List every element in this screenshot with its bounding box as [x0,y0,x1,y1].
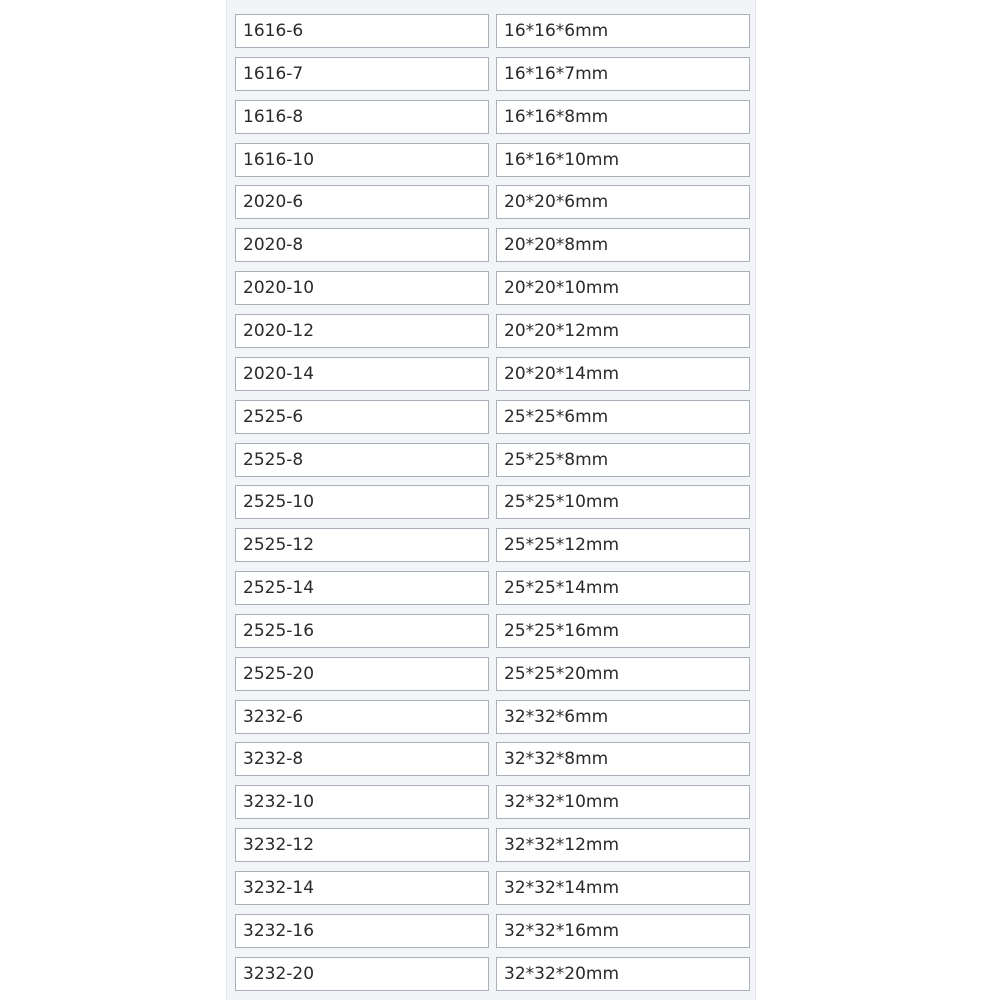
table-row [227,528,757,564]
dimension-cell: 20*20*14mm [496,357,750,391]
table-row [227,828,757,864]
table-row [227,400,757,436]
model-code-cell: 1616-10 [235,143,489,177]
table-row [227,742,757,778]
table-row [227,443,757,479]
table-row [227,228,757,264]
model-code-cell: 2525-12 [235,528,489,562]
table-row [227,700,757,736]
dimension-cell: 20*20*8mm [496,228,750,262]
dimension-cell: 16*16*6mm [496,14,750,48]
dimension-cell: 32*32*12mm [496,828,750,862]
dimension-cell: 32*32*10mm [496,785,750,819]
dimension-cell: 32*32*14mm [496,871,750,905]
model-code-cell: 2525-20 [235,657,489,691]
dimension-cell: 32*32*8mm [496,742,750,776]
dimension-cell: 25*25*12mm [496,528,750,562]
dimension-cell: 16*16*8mm [496,100,750,134]
model-code-cell: 3232-14 [235,871,489,905]
dimension-cell: 20*20*6mm [496,185,750,219]
dimension-cell: 25*25*16mm [496,614,750,648]
model-code-cell: 3232-16 [235,914,489,948]
table-row [227,657,757,693]
model-code-cell: 1616-6 [235,14,489,48]
table-row [227,357,757,393]
model-code-cell: 3232-10 [235,785,489,819]
dimension-cell: 25*25*6mm [496,400,750,434]
table-row [227,957,757,993]
dimension-cell: 25*25*20mm [496,657,750,691]
table-row [227,571,757,607]
dimension-cell: 32*32*6mm [496,700,750,734]
table-row [227,871,757,907]
table-row [227,314,757,350]
dimension-cell: 20*20*12mm [496,314,750,348]
table-row [227,914,757,950]
model-code-cell: 1616-8 [235,100,489,134]
dimension-cell: 20*20*10mm [496,271,750,305]
table-row [227,143,757,179]
table-row [227,271,757,307]
model-code-cell: 2020-10 [235,271,489,305]
model-code-cell: 2020-14 [235,357,489,391]
model-code-cell: 2525-10 [235,485,489,519]
table-row [227,785,757,821]
table-row [227,485,757,521]
table-row [227,100,757,136]
table-row [227,614,757,650]
model-code-cell: 2020-8 [235,228,489,262]
table-row [227,185,757,221]
dimension-cell: 32*32*20mm [496,957,750,991]
model-code-cell: 2020-12 [235,314,489,348]
table-row [227,57,757,93]
model-code-cell: 2525-14 [235,571,489,605]
dimension-cell: 16*16*7mm [496,57,750,91]
model-code-cell: 2525-6 [235,400,489,434]
dimension-cell: 25*25*8mm [496,443,750,477]
model-code-cell: 3232-20 [235,957,489,991]
dimension-cell: 32*32*16mm [496,914,750,948]
model-code-cell: 2525-16 [235,614,489,648]
model-code-cell: 3232-12 [235,828,489,862]
model-code-cell: 1616-7 [235,57,489,91]
dimension-cell: 25*25*10mm [496,485,750,519]
model-code-cell: 2020-6 [235,185,489,219]
dimension-cell: 25*25*14mm [496,571,750,605]
size-table [226,0,756,1000]
model-code-cell: 2525-8 [235,443,489,477]
dimension-cell: 16*16*10mm [496,143,750,177]
model-code-cell: 3232-6 [235,700,489,734]
model-code-cell: 3232-8 [235,742,489,776]
table-row [227,14,757,50]
